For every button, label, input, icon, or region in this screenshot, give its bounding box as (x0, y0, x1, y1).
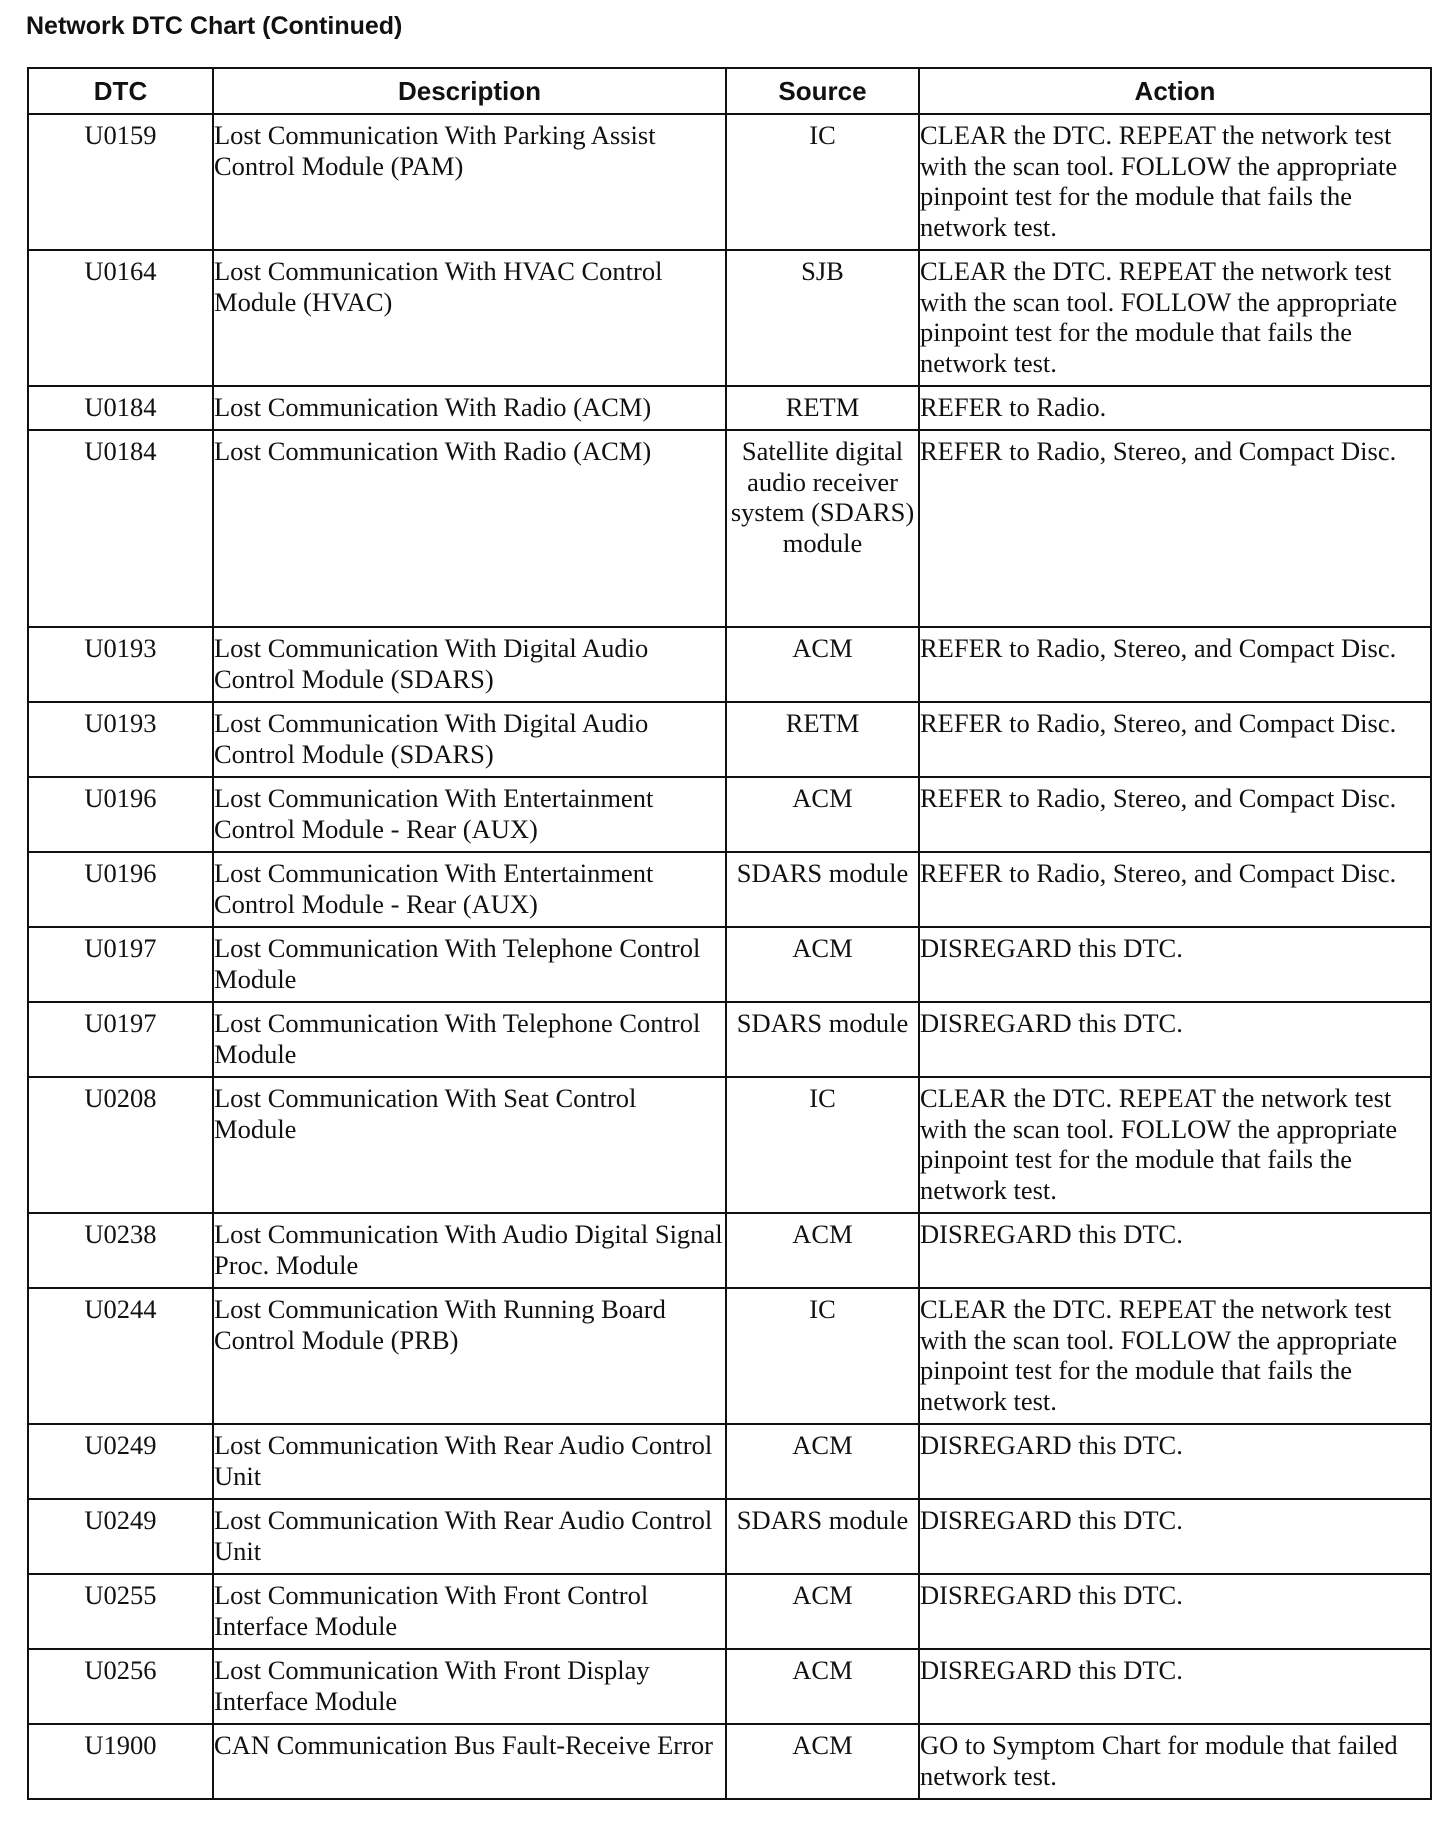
table-row (28, 430, 1431, 627)
dtc-cell: U0184 (28, 430, 213, 627)
dtc-cell: U0196 (28, 852, 213, 927)
description-cell: Lost Communication With Audio Digital Signal Proc. Module (213, 1213, 726, 1288)
description-cell: Lost Communication With Rear Audio Control Unit (213, 1499, 726, 1574)
description-cell: Lost Communication With Digital Audio Control Module (SDARS) (213, 702, 726, 777)
source-cell: RETM (726, 386, 919, 430)
description-cell: CAN Communication Bus Fault-Receive Error (213, 1724, 726, 1799)
action-cell: REFER to Radio. (919, 386, 1431, 430)
source-cell: Satellite digital audio receiver system (SDARS) module (726, 430, 919, 627)
table-row (28, 852, 1431, 927)
description-cell: Lost Communication With Entertainment Control Module - Rear (AUX) (213, 777, 726, 852)
source-cell: SDARS module (726, 852, 919, 927)
source-cell: ACM (726, 1213, 919, 1288)
action-cell: DISREGARD this DTC. (919, 1574, 1431, 1649)
dtc-cell: U0256 (28, 1649, 213, 1724)
dtc-cell: U0255 (28, 1574, 213, 1649)
dtc-cell: U0249 (28, 1499, 213, 1574)
action-cell: REFER to Radio, Stereo, and Compact Disc. (919, 627, 1431, 702)
table-row (28, 250, 1431, 386)
dtc-cell: U0184 (28, 386, 213, 430)
table-row (28, 1077, 1431, 1213)
column-header-description: Description (213, 68, 726, 114)
table-row (28, 1649, 1431, 1724)
source-cell: ACM (726, 927, 919, 1002)
action-cell: CLEAR the DTC. REPEAT the network test with the scan tool. FOLLOW the appropriate pinpoint test for the module that fails the network test. (919, 250, 1431, 386)
dtc-cell: U0159 (28, 114, 213, 250)
action-cell: REFER to Radio, Stereo, and Compact Disc. (919, 852, 1431, 927)
dtc-cell: U0208 (28, 1077, 213, 1213)
action-cell: DISREGARD this DTC. (919, 1002, 1431, 1077)
action-cell: REFER to Radio, Stereo, and Compact Disc. (919, 777, 1431, 852)
action-cell: CLEAR the DTC. REPEAT the network test with the scan tool. FOLLOW the appropriate pinpoint test for the module that fails the network test. (919, 1077, 1431, 1213)
description-cell: Lost Communication With Rear Audio Control Unit (213, 1424, 726, 1499)
source-cell: ACM (726, 1424, 919, 1499)
description-cell: Lost Communication With Telephone Control Module (213, 1002, 726, 1077)
dtc-cell: U0197 (28, 1002, 213, 1077)
description-cell: Lost Communication With Running Board Control Module (PRB) (213, 1288, 726, 1424)
table-row (28, 777, 1431, 852)
action-cell: CLEAR the DTC. REPEAT the network test with the scan tool. FOLLOW the appropriate pinpoint test for the module that fails the network test. (919, 114, 1431, 250)
table-row (28, 386, 1431, 430)
table-row (28, 1574, 1431, 1649)
source-cell: SJB (726, 250, 919, 386)
source-cell: ACM (726, 777, 919, 852)
dtc-cell: U0164 (28, 250, 213, 386)
action-cell: DISREGARD this DTC. (919, 1649, 1431, 1724)
source-cell: ACM (726, 1649, 919, 1724)
description-cell: Lost Communication With Telephone Control Module (213, 927, 726, 1002)
description-cell: Lost Communication With Parking Assist Control Module (PAM) (213, 114, 726, 250)
table-row (28, 114, 1431, 250)
description-cell: Lost Communication With Radio (ACM) (213, 386, 726, 430)
table-row (28, 1424, 1431, 1499)
table-row (28, 702, 1431, 777)
header-row (28, 68, 1431, 114)
dtc-cell: U0193 (28, 627, 213, 702)
table-row (28, 1213, 1431, 1288)
source-cell: ACM (726, 627, 919, 702)
description-cell: Lost Communication With Entertainment Control Module - Rear (AUX) (213, 852, 726, 927)
action-cell: DISREGARD this DTC. (919, 1424, 1431, 1499)
dtc-cell: U0197 (28, 927, 213, 1002)
description-cell: Lost Communication With Front Display Interface Module (213, 1649, 726, 1724)
table-row (28, 627, 1431, 702)
action-cell: CLEAR the DTC. REPEAT the network test with the scan tool. FOLLOW the appropriate pinpoint test for the module that fails the network test. (919, 1288, 1431, 1424)
column-header-action: Action (919, 68, 1431, 114)
column-header-source: Source (726, 68, 919, 114)
network-dtc-table (27, 67, 1432, 1800)
description-cell: Lost Communication With HVAC Control Module (HVAC) (213, 250, 726, 386)
action-cell: DISREGARD this DTC. (919, 1213, 1431, 1288)
description-cell: Lost Communication With Digital Audio Control Module (SDARS) (213, 627, 726, 702)
table-row (28, 927, 1431, 1002)
dtc-cell: U0244 (28, 1288, 213, 1424)
table-row (28, 1288, 1431, 1424)
action-cell: DISREGARD this DTC. (919, 927, 1431, 1002)
dtc-cell: U0238 (28, 1213, 213, 1288)
source-cell: IC (726, 1288, 919, 1424)
dtc-cell: U0193 (28, 702, 213, 777)
description-cell: Lost Communication With Radio (ACM) (213, 430, 726, 627)
source-cell: RETM (726, 702, 919, 777)
description-cell: Lost Communication With Seat Control Module (213, 1077, 726, 1213)
dtc-cell: U1900 (28, 1724, 213, 1799)
source-cell: ACM (726, 1724, 919, 1799)
column-header-dtc: DTC (28, 68, 213, 114)
source-cell: SDARS module (726, 1002, 919, 1077)
table-row (28, 1002, 1431, 1077)
source-cell: ACM (726, 1574, 919, 1649)
dtc-cell: U0196 (28, 777, 213, 852)
source-cell: IC (726, 114, 919, 250)
table-row (28, 1724, 1431, 1799)
source-cell: IC (726, 1077, 919, 1213)
action-cell: GO to Symptom Chart for module that failed network test. (919, 1724, 1431, 1799)
dtc-cell: U0249 (28, 1424, 213, 1499)
action-cell: REFER to Radio, Stereo, and Compact Disc. (919, 430, 1431, 627)
table-row (28, 1499, 1431, 1574)
description-cell: Lost Communication With Front Control Interface Module (213, 1574, 726, 1649)
action-cell: DISREGARD this DTC. (919, 1499, 1431, 1574)
action-cell: REFER to Radio, Stereo, and Compact Disc. (919, 702, 1431, 777)
source-cell: SDARS module (726, 1499, 919, 1574)
page-title: Network DTC Chart (Continued) (26, 12, 403, 40)
